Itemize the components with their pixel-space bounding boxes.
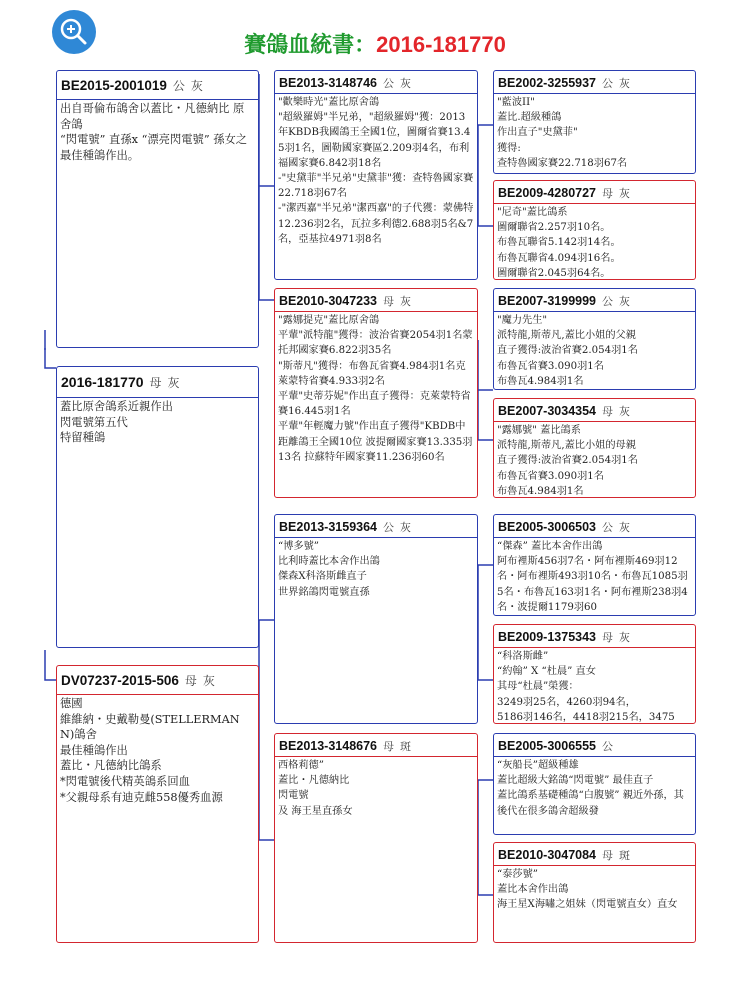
ggp-sdd-card (493, 398, 696, 498)
sire-sex: 公 (172, 79, 185, 93)
gp-sd-sex: 母 (383, 295, 394, 308)
gp-dd-ring: BE2013-3148676 (279, 739, 377, 753)
gp-ss-ring: BE2013-3148746 (279, 76, 377, 90)
ggp-dss-sex: 公 (602, 521, 613, 534)
ggp-dsd-ring: BE2009-1375343 (498, 630, 596, 644)
gp-dd-description: 西格莉德” 蓋比・凡德納比 閃電號 及 海王星直孫女 (278, 760, 353, 817)
ggp-ddd-card (493, 842, 696, 943)
ggp-sds-card (493, 288, 696, 390)
ggp-ssd-color: 灰 (619, 187, 630, 200)
ggp-dds-ring: BE2005-3006555 (498, 739, 596, 753)
ggp-sdd-sex: 母 (602, 405, 613, 418)
dam-card (56, 665, 259, 943)
subject-card (56, 366, 259, 648)
ggp-sds-sex: 公 (602, 295, 613, 308)
gp-ds-color: 灰 (400, 521, 411, 534)
gp-ss-sex: 公 (383, 77, 394, 90)
grandsire-maternal-card (274, 514, 478, 724)
page-title (0, 28, 750, 59)
connector-subject-dam (45, 650, 56, 680)
sire-card (56, 70, 259, 348)
ggp-dss-color: 灰 (619, 521, 630, 534)
gp-sd-color: 灰 (400, 295, 411, 308)
ggp-sds-description: "魔力先生" 派特龍,斯蒂凡,蓋比小姐的父親 直子獲得:波治省賽2.054羽1名 布魯瓦省賽3.090羽1名 布魯瓦4.984羽1名 (497, 315, 638, 387)
ggp-ssd-description: "尼奇"蓋比鴿系 圖爾聯省2.257羽10名。 布魯瓦聯省5.142羽14名。 布魯瓦聯省4.094羽16名。 圖爾聯省2.045羽64名。 (497, 207, 621, 279)
dam-sex: 母 (184, 674, 197, 688)
ggp-dds-description: “灰船長”超級種雄 蓋比超級大銘鴿“閃電號” 最佳直子 蓋比鴿系基礎種鴿“白腹號” 親近外孫，其後代在很多鴿舍超級發 (497, 760, 684, 817)
gp-ds-ring: BE2013-3159364 (279, 520, 377, 534)
ggp-dss-description: “傑森” 蓋比本舍作出鴿 阿布裡斯456羽7名・阿布裡斯469羽12名・阿布裡斯493羽10名・布魯瓦1085羽5名・布魯瓦163羽1名・阿布裡斯238羽4名・波提爾1179羽60 (497, 541, 688, 613)
sire-color: 灰 (190, 79, 203, 93)
ggp-dsd-card (493, 624, 696, 724)
subject-header (57, 367, 258, 398)
ggp-ddd-sex: 母 (602, 849, 613, 862)
ggp-sss-ring: BE2002-3255937 (498, 76, 596, 90)
subject-color: 灰 (167, 376, 180, 390)
title-ring-number: 2016-181770 (376, 32, 506, 57)
sire-description: 出自哥倫布鴿舍以蓋比・凡德納比 原舍鴿 “閃電號” 直孫x “漂亮閃電號” 孫女之最佳種鴿作出。 (60, 102, 248, 162)
granddam-paternal-card (274, 288, 478, 498)
ggp-dsd-description: “科洛斯雌” “約翰” X “杜晨” 直女 其母“杜晨”榮獲： 3249羽25名，4260羽94名， 5186羽146名，4418羽215名，3475 (497, 651, 675, 723)
ggp-sdd-color: 灰 (619, 405, 630, 418)
gp-sd-description: "露娜提克"蓋比原舍鴿 平輩"派特龍"獲得：波治省賽2054羽1名蒙托邦國家賽6.822羽35名 "斯蒂凡"獲得：布魯瓦省賽4.984羽1名克萊蒙特省賽4.933羽2名 平輩"史蒂芬妮"作出直子獲得：克萊蒙特省賽16.445羽1名 平輩"年輕魔力號"作出直子獲得"KBDB中距離鴿王全國10位 波提爾國家賽13.335羽13名 拉蘇特年國家賽11.236羽60名 (278, 315, 473, 463)
dam-color: 灰 (202, 674, 215, 688)
connector-dam-gp1 (259, 620, 274, 680)
connector-sire-gp2 (259, 186, 274, 300)
ggp-sss-color: 灰 (619, 77, 630, 90)
gp-sd-ring: BE2010-3047233 (279, 294, 377, 308)
grandsire-paternal-card (274, 70, 478, 280)
connector-sire-gp1 (259, 74, 274, 186)
gp-ds-sex: 公 (383, 521, 394, 534)
ggp-ddd-description: “泰莎號” 蓋比本舍作出鴿 海王星X海嘯之姐妹（閃電號直女）直女 (497, 869, 678, 911)
dam-description: 德國 維維納・史戴勒曼(STELLERMAN N)鴿舍 最佳種鴿作出 蓋比・凡德納比鴿系 *閃電號後代精英鴿系回血 *父親母系有迪克雌558優秀血源 (60, 697, 240, 804)
ggp-dsd-color: 灰 (619, 631, 630, 644)
ggp-sds-ring: BE2007-3199999 (498, 294, 596, 308)
ggp-dds-card (493, 733, 696, 835)
ggp-dss-ring: BE2005-3006503 (498, 520, 596, 534)
sire-ring: BE2015-2001019 (61, 78, 167, 93)
ggp-dds-sex: 公 (602, 740, 613, 753)
dam-ring: DV07237-2015-506 (61, 673, 179, 688)
ggp-ssd-card (493, 180, 696, 280)
dam-header (57, 666, 258, 695)
ggp-ddd-color: 斑 (619, 849, 630, 862)
title-label: 賽鴿血統書： (244, 32, 377, 57)
gp-ss-color: 灰 (400, 77, 411, 90)
sire-header (57, 71, 258, 100)
ggp-dsd-sex: 母 (602, 631, 613, 644)
ggp-sdd-description: "露娜號" 蓋比鴿系 派特龍,斯蒂凡,蓋比小姐的母親 直子獲得:波治省賽2.054羽1名 布魯瓦省賽3.090羽1名 布魯瓦4.984羽1名 (497, 425, 638, 497)
granddam-maternal-card (274, 733, 478, 943)
connector-subject-sire (45, 348, 56, 368)
ggp-ssd-ring: BE2009-4280727 (498, 186, 596, 200)
ggp-ddd-ring: BE2010-3047084 (498, 848, 596, 862)
gp-ds-description: “博多號” 比利時蓋比本舍作出鴿 傑森X科洛斯雌直子 世界銘鴿閃電號直孫 (278, 541, 380, 598)
ggp-sss-sex: 公 (602, 77, 613, 90)
subject-sex: 母 (149, 376, 162, 390)
gp-ss-description: "歡樂時光"蓋比原舍鴿 "超級羅姆"半兄弟，"超級羅姆"獲：2013年KBDB我國鴿王全國1位，圖爾省賽13.45羽1名，圖勒國家賽區2.209羽4名，布利福國家賽6.842羽18名 -"史黛菲"半兄弟"史黛菲"獲：查特魯國家賽22.718羽67名 -"潔西嘉"半兄弟"潔西嘉"的子代獲：蒙佛特12.236羽2名，瓦拉多利德2.688羽5名&7名，亞基拉4971羽8名 (278, 97, 474, 245)
ggp-sds-color: 灰 (619, 295, 630, 308)
ggp-dss-card (493, 514, 696, 616)
ggp-sdd-ring: BE2007-3034354 (498, 404, 596, 418)
ggp-sss-description: "藍波II" 蓋比.超級種鴿 作出直子"史黛菲" 獲得: 查特魯國家賽22.718羽67名 (497, 97, 628, 169)
connector-dam-gp2 (259, 680, 274, 840)
gp-dd-color: 斑 (400, 740, 411, 753)
ggp-ssd-sex: 母 (602, 187, 613, 200)
subject-description: 蓋比原舍鴿系近親作出 閃電號第五代 特留種鴿 (60, 400, 173, 445)
gp-dd-sex: 母 (383, 740, 394, 753)
ggp-sss-card (493, 70, 696, 174)
subject-ring: 2016-181770 (61, 374, 144, 390)
